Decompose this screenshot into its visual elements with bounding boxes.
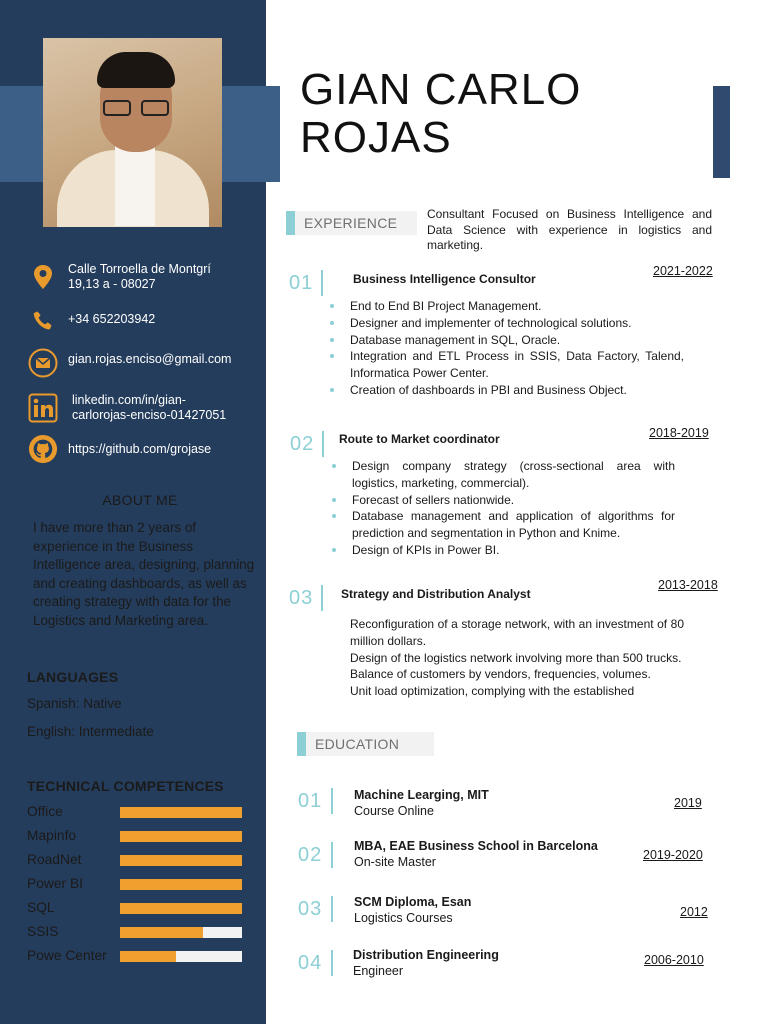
location-pin-icon <box>28 262 58 292</box>
name-line-1: GIAN CARLO <box>300 65 582 114</box>
education-date: 2006-2010 <box>644 953 704 967</box>
skill-name: RoadNet <box>27 852 82 867</box>
job-title: Strategy and Distribution Analyst <box>341 587 531 601</box>
job-divider <box>321 270 323 296</box>
job-bullets <box>350 616 684 700</box>
phone-number[interactable]: +34 652203942 <box>68 312 156 326</box>
skill-name: Powe Center <box>27 948 107 963</box>
job-date: 2013-2018 <box>658 578 718 592</box>
profile-photo <box>43 38 222 227</box>
education-divider <box>331 896 333 922</box>
education-divider <box>331 788 333 814</box>
skill-bar <box>120 831 242 842</box>
job-bullets <box>352 458 675 559</box>
skill-bar-fill <box>120 927 203 938</box>
education-date: 2019 <box>674 796 702 810</box>
education-subtitle: On-site Master <box>354 855 436 869</box>
linkedin-url-line-2[interactable]: carlorojas-enciso-01427051 <box>72 408 227 422</box>
job-bullet: Database management in SQL, Oracle. <box>350 332 684 349</box>
job-bullet: Creation of dashboards in PBI and Business Object. <box>350 382 684 399</box>
skill-bar <box>120 903 242 914</box>
job-date: 2021-2022 <box>653 264 713 278</box>
education-number: 04 <box>298 952 323 974</box>
language-item-english: English: Intermediate <box>27 724 154 739</box>
job-title: Route to Market coordinator <box>339 432 500 446</box>
job-bullet: Unit load optimization, complying with the established <box>350 683 684 700</box>
job-bullets <box>350 298 684 399</box>
job-bullet: Design of the logistics network involving more than 500 trucks. <box>350 650 684 667</box>
education-number: 03 <box>298 898 323 920</box>
job-bullet: Reconfiguration of a storage network, with an investment of 80 million dollars. <box>350 617 684 648</box>
job-bullet: Database management and application of algorithms for prediction and segmentation in Python and Knime. <box>352 509 675 541</box>
languages-title: LANGUAGES <box>27 669 119 685</box>
job-number: 02 <box>290 433 315 455</box>
skill-ssis <box>27 924 247 942</box>
skill-name: Power BI <box>27 876 83 891</box>
address-line-1: Calle Torroella de Montgrí <box>68 262 211 276</box>
name-line-2: ROJAS <box>300 113 452 162</box>
education-section-label: EDUCATION <box>297 732 434 756</box>
job-bullet: Design company strategy (cross-sectional area with logistics, marketing, commercial). <box>352 459 675 490</box>
skill-roadnet <box>27 852 247 870</box>
about-text: I have more than 2 years of experience in the Business Intelligence area, designing, planning and creating dashboards, as well as creating strategy with data for the Logistics and Marketing area. <box>33 520 255 628</box>
skill-bar-fill <box>120 855 242 866</box>
skill-sql <box>27 900 247 918</box>
job-bullet: Integration and ETL Process in SSIS, Data Factory, Talend, Informatica Power Center. <box>350 349 684 381</box>
education-title: Distribution Engineering <box>353 948 499 962</box>
education-title: SCM Diploma, Esan <box>354 895 472 909</box>
education-subtitle: Engineer <box>353 964 404 978</box>
contact-linkedin <box>28 393 258 423</box>
skill-office <box>27 804 247 822</box>
job-bullet: Forecast of sellers nationwide. <box>352 492 675 509</box>
email-address[interactable]: gian.rojas.enciso@gmail.com <box>68 352 232 366</box>
education-title: Machine Learging, MIT <box>354 788 489 802</box>
github-icon <box>28 434 58 464</box>
job-date: 2018-2019 <box>649 426 709 440</box>
skill-power-bi <box>27 876 247 894</box>
skill-bar <box>120 855 242 866</box>
skill-name: SSIS <box>27 924 59 939</box>
skill-bar-fill <box>120 903 242 914</box>
job-bullet: Design of KPIs in Power BI. <box>352 542 675 559</box>
language-item-spanish: Spanish: Native <box>27 696 122 711</box>
header-right-accent <box>713 86 730 178</box>
education-date: 2019-2020 <box>643 848 703 862</box>
email-icon <box>28 348 58 378</box>
education-divider <box>331 842 333 868</box>
skill-bar-fill <box>120 951 176 962</box>
contact-github <box>28 434 258 464</box>
skill-bar <box>120 951 242 962</box>
skill-mapinfo <box>27 828 247 846</box>
education-title: MBA, EAE Business School in Barcelona <box>354 839 598 853</box>
job-bullet: End to End BI Project Management. <box>350 298 684 315</box>
skills-title: TECHNICAL COMPETENCES <box>27 778 224 794</box>
education-number: 01 <box>298 790 323 812</box>
education-number: 02 <box>298 844 323 866</box>
job-number: 01 <box>289 272 314 294</box>
contact-address <box>28 262 258 292</box>
candidate-name <box>300 66 581 162</box>
job-bullet: Designer and implementer of technological solutions. <box>350 315 684 332</box>
skill-bar-fill <box>120 807 242 818</box>
contact-email <box>28 348 258 378</box>
job-bullet: Balance of customers by vendors, frequencies, volumes. <box>350 666 684 683</box>
job-bullets-clip <box>350 616 684 722</box>
job-divider <box>322 431 324 457</box>
skill-bar <box>120 807 242 818</box>
job-number: 03 <box>289 587 314 609</box>
skill-bar <box>120 879 242 890</box>
skill-name: Office <box>27 804 63 819</box>
job-title: Business Intelligence Consultor <box>353 272 536 286</box>
education-subtitle: Course Online <box>354 804 434 818</box>
education-date: 2012 <box>680 905 708 919</box>
linkedin-url-line-1[interactable]: linkedin.com/in/gian- <box>72 393 186 407</box>
skill-name: SQL <box>27 900 55 915</box>
education-divider <box>331 950 333 976</box>
job-divider <box>321 585 323 611</box>
about-title: ABOUT ME <box>102 492 178 508</box>
skill-power-center <box>27 948 247 966</box>
address-line-2: 19,13 a - 08027 <box>68 277 156 291</box>
experience-section-label: EXPERIENCE <box>286 211 417 235</box>
skill-bar-fill <box>120 879 242 890</box>
education-subtitle: Logistics Courses <box>354 911 453 925</box>
linkedin-icon <box>28 393 58 423</box>
contact-phone <box>28 306 258 336</box>
professional-summary: Consultant Focused on Business Intelligence and Data Science with experience in logistics and marketing. <box>427 207 712 252</box>
github-url[interactable]: https://github.com/grojase <box>68 442 212 456</box>
skill-bar <box>120 927 242 938</box>
phone-icon <box>28 306 58 336</box>
skill-bar-fill <box>120 831 242 842</box>
skill-name: Mapinfo <box>27 828 77 843</box>
